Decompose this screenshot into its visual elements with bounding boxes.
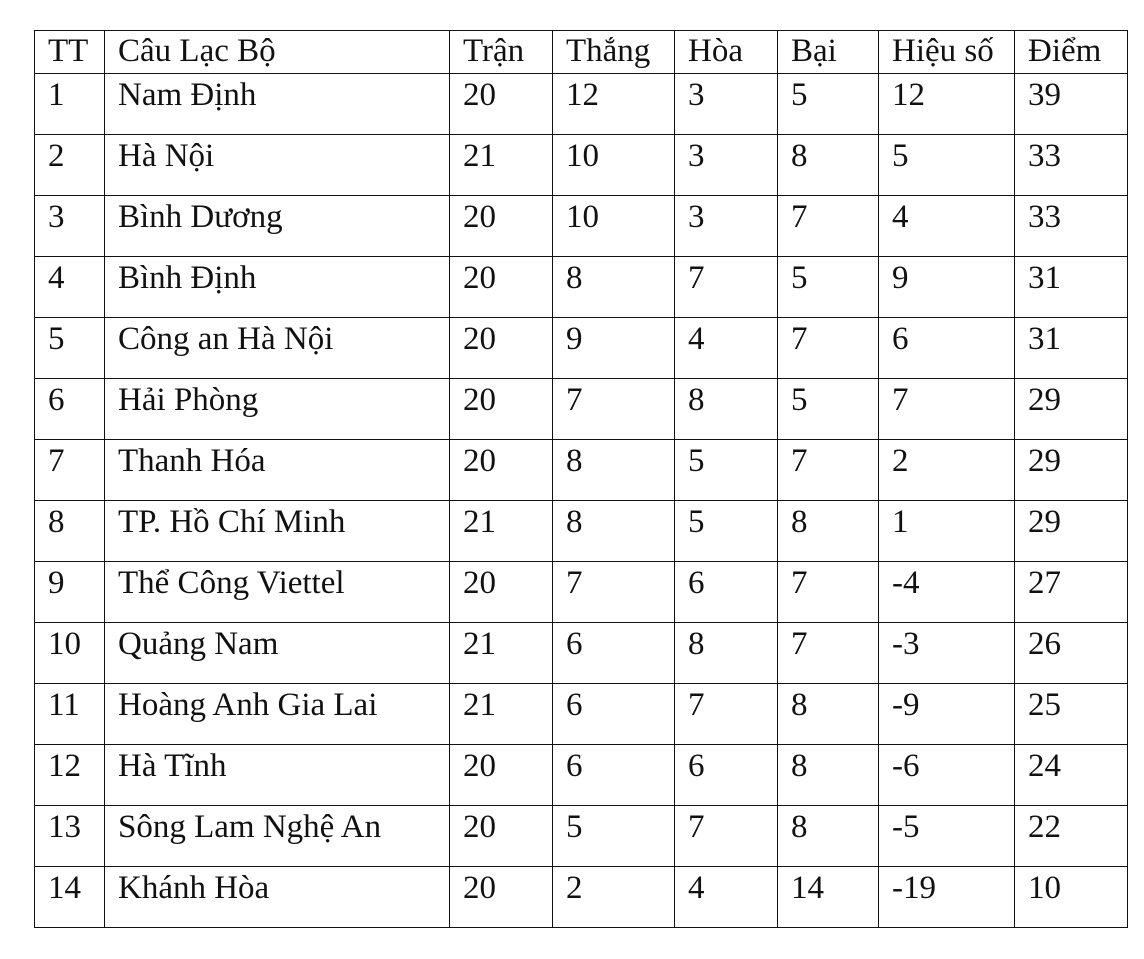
table-row	[35, 867, 1128, 928]
club-name-cell: Bình Dương	[105, 196, 450, 257]
lost-cell: 7	[778, 440, 879, 501]
lost-cell: 5	[778, 379, 879, 440]
goal-difference-cell: 5	[879, 135, 1015, 196]
goal-difference-cell: 1	[879, 501, 1015, 562]
goal-difference-cell: 12	[879, 74, 1015, 135]
points-cell: 33	[1015, 196, 1128, 257]
lost-cell: 14	[778, 867, 879, 928]
goal-difference-cell: -9	[879, 684, 1015, 745]
points-cell: 31	[1015, 318, 1128, 379]
goal-difference-cell: -5	[879, 806, 1015, 867]
won-cell: 7	[553, 562, 675, 623]
won-cell: 2	[553, 867, 675, 928]
lost-cell: 5	[778, 257, 879, 318]
played-cell: 21	[450, 135, 553, 196]
rank-cell: 3	[35, 196, 105, 257]
standings-table	[34, 30, 1128, 928]
club-name-cell: TP. Hồ Chí Minh	[105, 501, 450, 562]
table-row	[35, 745, 1128, 806]
played-cell: 20	[450, 562, 553, 623]
won-cell: 5	[553, 806, 675, 867]
drawn-cell: 6	[675, 562, 778, 623]
lost-cell: 7	[778, 196, 879, 257]
drawn-cell: 3	[675, 196, 778, 257]
rank-cell: 13	[35, 806, 105, 867]
header-goal-difference: Hiệu số	[879, 31, 1015, 74]
goal-difference-cell: -6	[879, 745, 1015, 806]
table-row	[35, 806, 1128, 867]
club-name-cell: Hoàng Anh Gia Lai	[105, 684, 450, 745]
goal-difference-cell: -3	[879, 623, 1015, 684]
drawn-cell: 5	[675, 440, 778, 501]
won-cell: 8	[553, 440, 675, 501]
won-cell: 9	[553, 318, 675, 379]
points-cell: 26	[1015, 623, 1128, 684]
goal-difference-cell: 9	[879, 257, 1015, 318]
table-row	[35, 257, 1128, 318]
drawn-cell: 7	[675, 257, 778, 318]
goal-difference-cell: 4	[879, 196, 1015, 257]
goal-difference-cell: 2	[879, 440, 1015, 501]
played-cell: 20	[450, 196, 553, 257]
played-cell: 20	[450, 806, 553, 867]
drawn-cell: 6	[675, 745, 778, 806]
lost-cell: 7	[778, 623, 879, 684]
points-cell: 22	[1015, 806, 1128, 867]
header-points: Điểm	[1015, 31, 1128, 74]
rank-cell: 11	[35, 684, 105, 745]
drawn-cell: 8	[675, 623, 778, 684]
table-row	[35, 501, 1128, 562]
drawn-cell: 4	[675, 318, 778, 379]
header-lost: Bại	[778, 31, 879, 74]
rank-cell: 12	[35, 745, 105, 806]
table-row	[35, 74, 1128, 135]
table-row	[35, 196, 1128, 257]
table-row	[35, 135, 1128, 196]
club-name-cell: Hà Nội	[105, 135, 450, 196]
rank-cell: 2	[35, 135, 105, 196]
goal-difference-cell: -4	[879, 562, 1015, 623]
lost-cell: 5	[778, 74, 879, 135]
rank-cell: 7	[35, 440, 105, 501]
played-cell: 21	[450, 684, 553, 745]
points-cell: 31	[1015, 257, 1128, 318]
played-cell: 20	[450, 745, 553, 806]
club-name-cell: Sông Lam Nghệ An	[105, 806, 450, 867]
club-name-cell: Bình Định	[105, 257, 450, 318]
rank-cell: 8	[35, 501, 105, 562]
drawn-cell: 7	[675, 806, 778, 867]
table-row	[35, 562, 1128, 623]
table-row	[35, 379, 1128, 440]
rank-cell: 10	[35, 623, 105, 684]
lost-cell: 8	[778, 501, 879, 562]
points-cell: 29	[1015, 440, 1128, 501]
played-cell: 20	[450, 867, 553, 928]
lost-cell: 8	[778, 806, 879, 867]
club-name-cell: Thể Công Viettel	[105, 562, 450, 623]
drawn-cell: 3	[675, 74, 778, 135]
rank-cell: 5	[35, 318, 105, 379]
table-row	[35, 684, 1128, 745]
points-cell: 33	[1015, 135, 1128, 196]
won-cell: 8	[553, 501, 675, 562]
points-cell: 29	[1015, 501, 1128, 562]
lost-cell: 7	[778, 562, 879, 623]
won-cell: 8	[553, 257, 675, 318]
rank-cell: 14	[35, 867, 105, 928]
lost-cell: 8	[778, 135, 879, 196]
rank-cell: 9	[35, 562, 105, 623]
header-club: Câu Lạc Bộ	[105, 31, 450, 74]
table-row	[35, 318, 1128, 379]
drawn-cell: 5	[675, 501, 778, 562]
lost-cell: 8	[778, 684, 879, 745]
goal-difference-cell: 7	[879, 379, 1015, 440]
played-cell: 20	[450, 379, 553, 440]
played-cell: 21	[450, 501, 553, 562]
club-name-cell: Nam Định	[105, 74, 450, 135]
header-drawn: Hòa	[675, 31, 778, 74]
club-name-cell: Khánh Hòa	[105, 867, 450, 928]
header-rank: TT	[35, 31, 105, 74]
won-cell: 6	[553, 623, 675, 684]
won-cell: 10	[553, 196, 675, 257]
points-cell: 25	[1015, 684, 1128, 745]
table-header-row	[35, 31, 1128, 74]
rank-cell: 1	[35, 74, 105, 135]
header-played: Trận	[450, 31, 553, 74]
lost-cell: 7	[778, 318, 879, 379]
drawn-cell: 7	[675, 684, 778, 745]
goal-difference-cell: -19	[879, 867, 1015, 928]
points-cell: 27	[1015, 562, 1128, 623]
club-name-cell: Hà Tĩnh	[105, 745, 450, 806]
lost-cell: 8	[778, 745, 879, 806]
drawn-cell: 4	[675, 867, 778, 928]
won-cell: 6	[553, 684, 675, 745]
played-cell: 20	[450, 318, 553, 379]
header-won: Thắng	[553, 31, 675, 74]
club-name-cell: Thanh Hóa	[105, 440, 450, 501]
won-cell: 12	[553, 74, 675, 135]
won-cell: 6	[553, 745, 675, 806]
table-row	[35, 623, 1128, 684]
drawn-cell: 8	[675, 379, 778, 440]
table-row	[35, 440, 1128, 501]
points-cell: 39	[1015, 74, 1128, 135]
points-cell: 29	[1015, 379, 1128, 440]
drawn-cell: 3	[675, 135, 778, 196]
club-name-cell: Quảng Nam	[105, 623, 450, 684]
won-cell: 7	[553, 379, 675, 440]
played-cell: 20	[450, 440, 553, 501]
club-name-cell: Công an Hà Nội	[105, 318, 450, 379]
played-cell: 21	[450, 623, 553, 684]
points-cell: 10	[1015, 867, 1128, 928]
rank-cell: 6	[35, 379, 105, 440]
played-cell: 20	[450, 257, 553, 318]
won-cell: 10	[553, 135, 675, 196]
goal-difference-cell: 6	[879, 318, 1015, 379]
points-cell: 24	[1015, 745, 1128, 806]
played-cell: 20	[450, 74, 553, 135]
club-name-cell: Hải Phòng	[105, 379, 450, 440]
rank-cell: 4	[35, 257, 105, 318]
